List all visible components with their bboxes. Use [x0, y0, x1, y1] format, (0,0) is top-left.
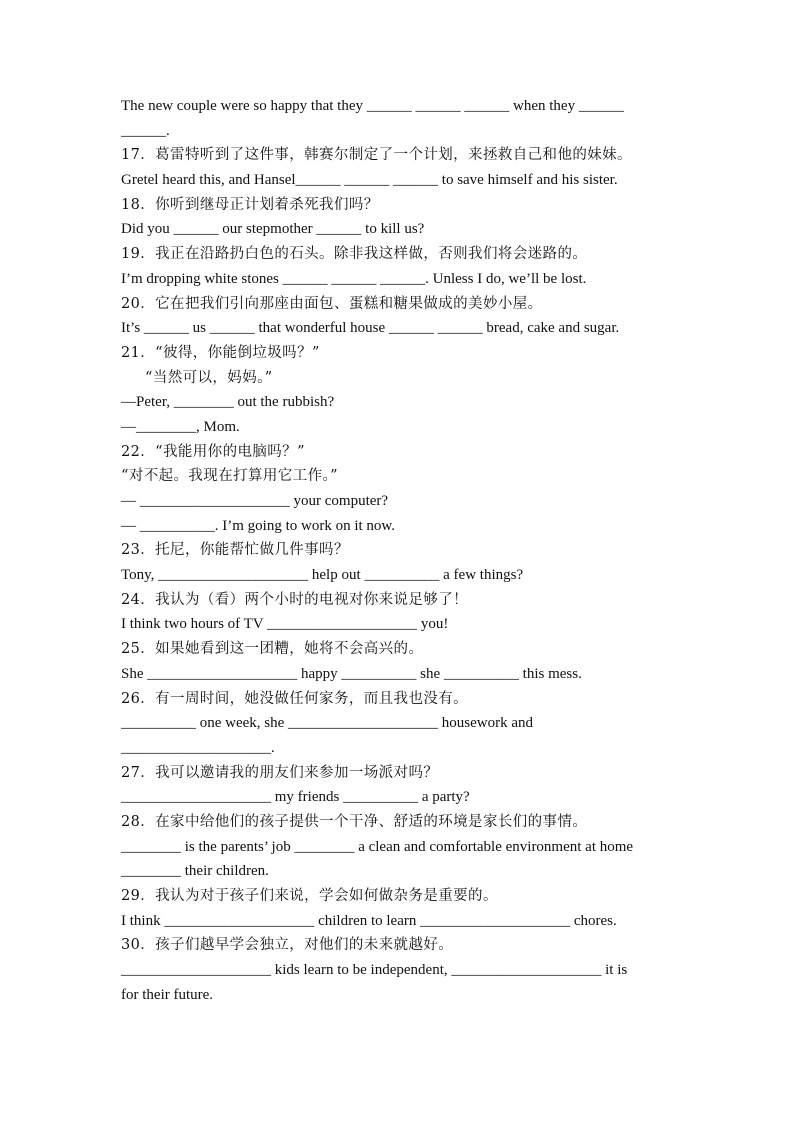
question-28-chinese: 28．在家中给他们的孩子提供一个干净、舒适的环境是家长们的事情。: [121, 813, 588, 830]
worksheet-page: [121, 94, 681, 1007]
question-22-english-reply: — __________. I’m going to work on it now.: [121, 517, 396, 534]
question-26-english-cont: ____________________.: [121, 739, 275, 756]
question-24-english: I think two hours of TV ____________________ you!: [121, 616, 449, 633]
question-22-chinese: 22．“我能用你的电脑吗？”: [121, 443, 305, 460]
question-26-english: __________ one week, she ____________________ housework and: [121, 715, 534, 732]
question-25-chinese: 25．如果她看到这一团糟，她将不会高兴的。: [121, 641, 424, 658]
question-21-chinese-reply: “当然可以，妈妈。”: [145, 369, 273, 386]
question-17-english: Gretel heard this, and Hansel______ ______ ______ to save himself and his sister.: [121, 172, 618, 189]
question-23-english: Tony, ____________________ help out __________ a few things?: [121, 567, 524, 584]
question-27-english: ____________________ my friends __________ a party?: [121, 789, 470, 806]
question-22-chinese-reply: “对不起。我现在打算用它工作。”: [121, 468, 338, 485]
question-19-english: I’m dropping white stones ______ ______ ______. Unless I do, we’ll be lost.: [121, 270, 587, 287]
question-22-english: — ____________________ your computer?: [121, 493, 389, 509]
question-30-english: ____________________ kids learn to be independent, ____________________ it is: [121, 962, 628, 979]
question-20-chinese: 20．它在把我们引向那座由面包、蛋糕和糖果做成的美妙小屋。: [121, 295, 543, 312]
question-28-english-cont: ________ their children.: [121, 863, 269, 880]
question-17-chinese: 17．葛雷特听到了这件事，韩赛尔制定了一个计划，来拯救自己和他的妹妹。: [121, 147, 632, 164]
question-18-english: Did you ______ our stepmother ______ to kill us?: [121, 221, 425, 238]
question-24-chinese: 24．我认为（看）两个小时的电视对你来说足够了！: [121, 591, 469, 608]
question-19-chinese: 19．我正在沿路扔白色的石头。除非我这样做，否则我们将会迷路的。: [121, 246, 588, 263]
question-20-english: It’s ______ us ______ that wonderful house ______ ______ bread, cake and sugar.: [121, 320, 620, 337]
text-line: The new couple were so happy that they ______ ______ ______ when they ______: [121, 98, 624, 114]
question-28-english: ________ is the parents’ job ________ a clean and comfortable environment at home: [121, 838, 634, 855]
question-18-chinese: 18．你听到继母正计划着杀死我们吗？: [121, 196, 379, 213]
question-23-chinese: 23．托尼，你能帮忙做几件事吗？: [121, 542, 349, 559]
question-21-english: —Peter, ________ out the rubbish?: [121, 394, 335, 411]
question-27-chinese: 27．我可以邀请我的朋友们来参加一场派对吗？: [121, 764, 439, 781]
question-30-english-cont: for their future.: [121, 986, 214, 1003]
question-30-chinese: 30．孩子们越早学会独立，对他们的未来就越好。: [121, 937, 454, 954]
question-21-chinese: 21．“彼得，你能倒垃圾吗？”: [121, 344, 320, 361]
text-line: ______.: [121, 122, 170, 139]
question-21-english-reply: —________, Mom.: [121, 418, 240, 435]
question-29-chinese: 29．我认为对于孩子们来说，学会如何做杂务是重要的。: [121, 888, 498, 904]
question-25-english: She ____________________ happy __________ she __________ this mess.: [121, 665, 582, 682]
question-26-chinese: 26．有一周时间，她没做任何家务，而且我也没有。: [121, 690, 469, 707]
question-29-english: I think ____________________ children to learn ____________________ chores.: [121, 912, 617, 929]
